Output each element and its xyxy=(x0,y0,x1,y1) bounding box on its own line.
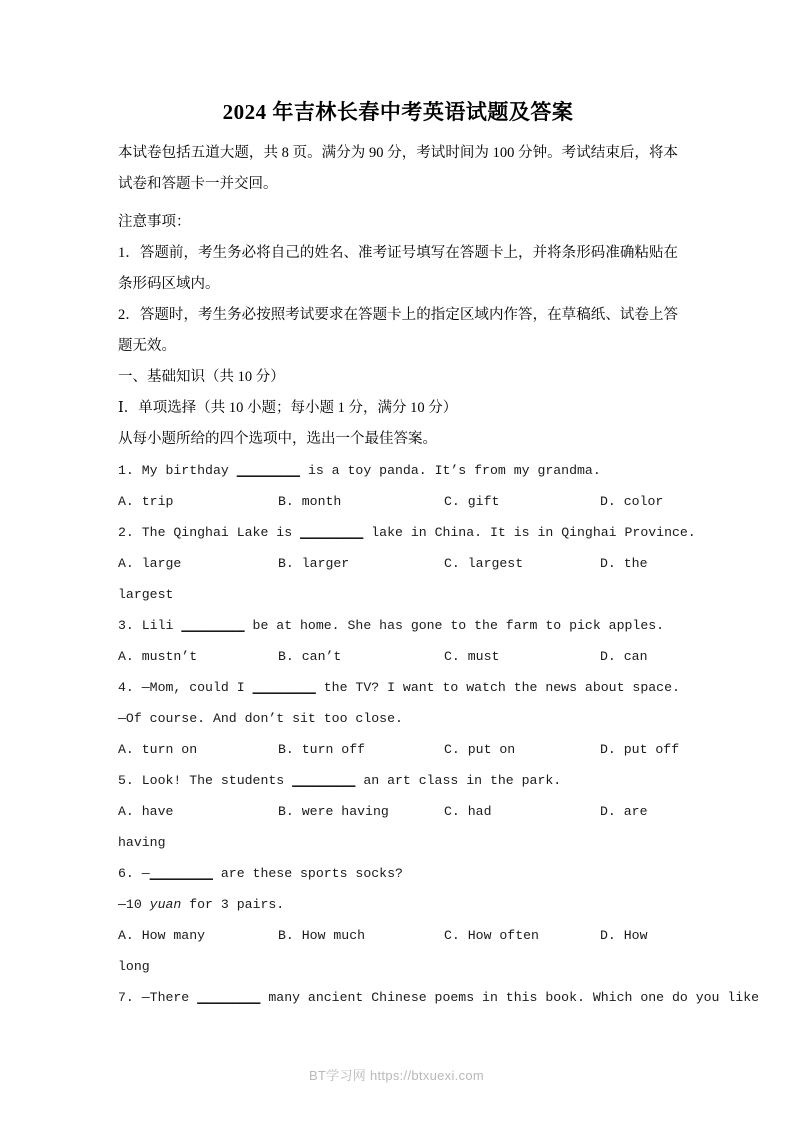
question-stem-2 xyxy=(118,517,698,548)
question-reply-6 xyxy=(118,889,698,920)
question-stem-4-post: the TV? I want to watch the news about space. xyxy=(315,680,680,695)
question-reply-4: —Of course. And don’t sit too close. xyxy=(118,711,403,726)
question-stem-6-pre: 6. — xyxy=(118,866,150,881)
option-3-d[interactable]: D. can xyxy=(600,649,648,664)
options-row-5 xyxy=(118,796,698,827)
option-5-a[interactable]: A. have xyxy=(118,804,174,819)
option-3-b[interactable]: B. can’t xyxy=(278,649,342,664)
option-6-b[interactable]: B. How much xyxy=(278,928,366,943)
intro-paragraph: 本试卷包括五道大题，共 8 页。满分为 90 分，考试时间为 100 分钟。考试结束后，将本试卷和答题卡一并交回。 xyxy=(118,145,678,192)
question-reply-6-italic: yuan xyxy=(149,897,182,912)
footer-watermark: BT学习网 https://btxuexi.com xyxy=(308,1068,485,1083)
option-2-overflow: largest xyxy=(118,587,174,602)
option-6-d[interactable]: D. How xyxy=(600,928,648,943)
options-row-2 xyxy=(118,548,698,579)
option-4-a[interactable]: A. turn on xyxy=(118,742,198,757)
option-5-b[interactable]: B. were having xyxy=(278,804,389,819)
notice-item-1: 1．答题前，考生务必将自己的姓名、准考证号填写在答题卡上，并将条形码准确粘贴在条形码区域内。 xyxy=(118,245,678,292)
option-3-a[interactable]: A. mustn’t xyxy=(118,649,198,664)
options-row-4 xyxy=(118,734,698,765)
options-row-1 xyxy=(118,486,698,517)
option-6-a[interactable]: A. How many xyxy=(118,928,206,943)
notice-label: 注意事项： xyxy=(118,214,191,230)
question-stem-4 xyxy=(118,672,698,703)
question-blank-6: ________ xyxy=(149,866,213,881)
question-stem-2-post: lake in China. It is in Qinghai Province. xyxy=(363,525,696,540)
question-blank-3: ________ xyxy=(181,618,245,633)
question-stem-3-post: be at home. She has gone to the farm to pick apples. xyxy=(244,618,665,633)
option-2-c[interactable]: C. largest xyxy=(444,556,524,571)
option-1-c[interactable]: C. gift xyxy=(444,494,500,509)
option-5-overflow: having xyxy=(118,835,166,850)
option-3-c[interactable]: C. must xyxy=(444,649,500,664)
section-heading: 一、基础知识（共 10 分） xyxy=(118,369,285,385)
options-row-6 xyxy=(118,920,698,951)
part-instruction: 从每小题所给的四个选项中，选出一个最佳答案。 xyxy=(118,431,437,447)
question-stem-1-pre: 1. My birthday xyxy=(118,463,237,478)
question-stem-4-pre: 4. —Mom, could I xyxy=(118,680,253,695)
question-stem-6-post: are these sports socks? xyxy=(212,866,403,881)
question-blank-1: ________ xyxy=(236,463,301,478)
question-reply-6-post: for 3 pairs. xyxy=(181,897,285,912)
question-blank-7: ________ xyxy=(197,990,261,1005)
question-reply-6-pre: —10 xyxy=(118,897,150,912)
question-stem-5 xyxy=(118,765,698,796)
page-title: 2024 年吉林长春中考英语试题及答案 xyxy=(222,100,574,124)
option-6-c[interactable]: C. How often xyxy=(444,928,539,943)
option-4-c[interactable]: C. put on xyxy=(444,742,516,757)
option-5-d[interactable]: D. are xyxy=(600,804,648,819)
option-1-b[interactable]: B. month xyxy=(278,494,342,509)
question-stem-6 xyxy=(118,858,698,889)
option-5-c[interactable]: C. had xyxy=(444,804,492,819)
option-2-d[interactable]: D. the xyxy=(600,556,648,571)
option-1-a[interactable]: A. trip xyxy=(118,494,174,509)
option-6-overflow: long xyxy=(118,959,150,974)
question-stem-7 xyxy=(118,982,760,1013)
question-blank-2: ________ xyxy=(300,525,364,540)
option-4-d[interactable]: D. put off xyxy=(600,742,680,757)
question-stem-3 xyxy=(118,610,698,641)
question-stem-1-post: is a toy panda. It’s from my grandma. xyxy=(300,463,601,478)
question-blank-4: ________ xyxy=(252,680,316,695)
question-blank-5: ________ xyxy=(292,773,356,788)
question-stem-2-pre: 2. The Qinghai Lake is xyxy=(118,525,301,540)
question-stem-7-post: many ancient Chinese poems in this book. Which one do you like xyxy=(260,990,760,1005)
notice-item-2: 2．答题时，考生务必按照考试要求在答题卡上的指定区域内作答，在草稿纸、试卷上答题无效。 xyxy=(118,307,678,354)
part-heading: Ⅰ．单项选择（共 10 小题；每小题 1 分，满分 10 分） xyxy=(118,400,458,416)
option-2-a[interactable]: A. large xyxy=(118,556,182,571)
question-stem-7-pre: 7. —There xyxy=(118,990,198,1005)
option-1-d[interactable]: D. color xyxy=(600,494,664,509)
question-stem-1 xyxy=(118,455,698,486)
question-stem-3-pre: 3. Lili xyxy=(118,618,182,633)
question-stem-5-pre: 5. Look! The students xyxy=(118,773,293,788)
options-row-3 xyxy=(118,641,698,672)
question-stem-5-post: an art class in the park. xyxy=(355,773,562,788)
option-4-b[interactable]: B. turn off xyxy=(278,742,366,757)
option-2-b[interactable]: B. larger xyxy=(278,556,350,571)
